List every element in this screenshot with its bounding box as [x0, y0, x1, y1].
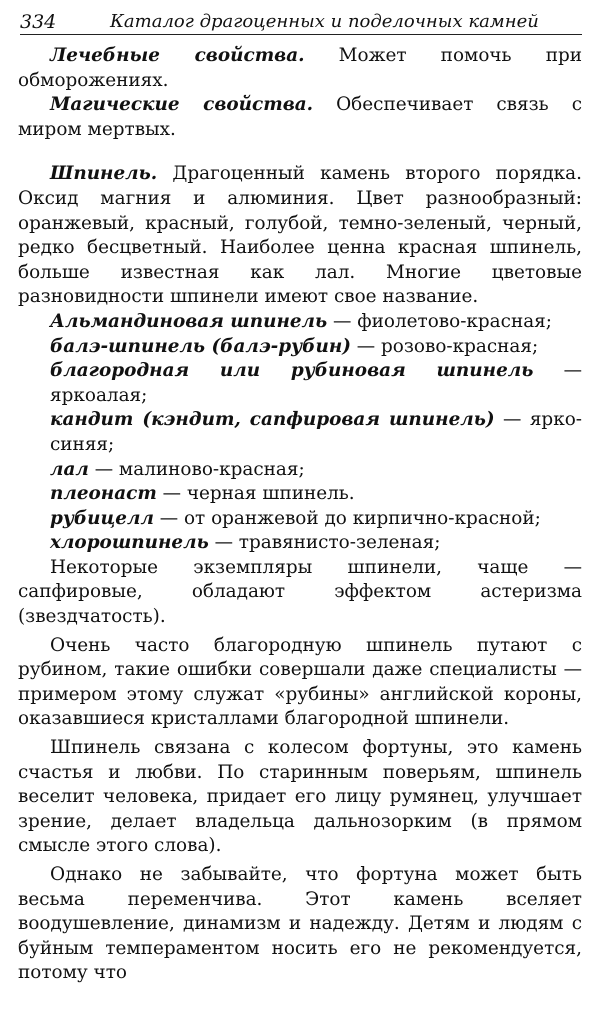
running-title: Каталог драгоценных и поделочных камней: [110, 11, 539, 32]
variety-term: лал: [50, 458, 89, 480]
variety-text: — травянисто-зеленая;: [208, 532, 441, 554]
variety-term: плеонаст: [50, 483, 157, 505]
variety-text: — яркоалая;: [50, 360, 582, 406]
healing-properties-text: Может помочь при обморожениях.: [18, 45, 582, 91]
variety-item: [18, 531, 582, 556]
variety-item: [18, 458, 582, 483]
variety-text: — малиново-красная;: [88, 458, 305, 480]
warning-paragraph: Однако не забывайте, что фортуна может быть весьма переменчива. Этот камень вселяет воодушевление, динамизм и надежду. Детям и людям с буйным темпераментом носить его не рекомендуется, потому что: [18, 864, 582, 984]
running-header: [20, 4, 582, 35]
magic-properties-text: Обеспечивает связь с миром мертвых.: [18, 94, 582, 140]
page-number: 334: [20, 11, 57, 33]
variety-item: [18, 507, 582, 532]
variety-item: [18, 310, 582, 335]
variety-term: балэ-шпинель (балэ-рубин): [50, 335, 351, 357]
healing-properties-term: Лечебные свойства.: [50, 45, 305, 66]
spinel-entry: [18, 162, 582, 310]
section-gap: [18, 142, 582, 162]
variety-term: Альмандиновая шпинель: [50, 310, 328, 332]
variety-item: [18, 482, 582, 507]
variety-term: рубицелл: [50, 507, 154, 529]
variety-text: — от оранжевой до кирпично-красной;: [153, 507, 541, 529]
spinel-description: Драгоценный камень второго порядка. Оксид магния и алюминия. Цвет разнообразный: оранжевый, красный, голубой, темно-зеленый, черный, редко бесцветный. Наиболее ценна красная шпинель, больше известная как лал. Многие цветовые разновидности шпинели имеют свое название.: [18, 163, 582, 308]
healing-properties-paragraph: [18, 44, 582, 93]
fortune-paragraph: Шпинель связана с колесом фортуны, это камень счастья и любви. По старинным поверьям, шпинель веселит человека, придает его лицу румянец, улучшает зрение, делает владельца дальнозорким (в прямом смысле этого слова).: [18, 737, 582, 857]
ruby-confusion-paragraph: Очень часто благородную шпинель путают с рубином, такие ошибки совершали даже специалисты — примером этому служат «рубины» английской короны, оказавшиеся кристаллами благородной шпинели.: [18, 634, 582, 730]
variety-item: [18, 408, 582, 457]
magic-properties-term: Магические свойства.: [50, 94, 314, 116]
variety-term: хлорошпинель: [50, 532, 209, 554]
page-body: [18, 44, 582, 986]
magic-properties-paragraph: [18, 93, 582, 142]
asterism-paragraph: Некоторые экземпляры шпинели, чаще — сапфировые, обладают эффектом астеризма (звездчатость).: [18, 556, 582, 628]
variety-text: — ярко-синяя;: [50, 409, 582, 455]
variety-item: [18, 359, 582, 408]
variety-text: — фиолетово-красная;: [327, 310, 552, 332]
spinel-term: Шпинель.: [50, 163, 158, 185]
variety-item: [18, 335, 582, 360]
variety-text: — черная шпинель.: [156, 483, 355, 505]
variety-term: благородная или рубиновая шпинель: [50, 360, 534, 382]
variety-term: кандит (кэндит, сапфировая шпинель): [50, 409, 495, 431]
variety-text: — розово-красная;: [350, 335, 539, 357]
